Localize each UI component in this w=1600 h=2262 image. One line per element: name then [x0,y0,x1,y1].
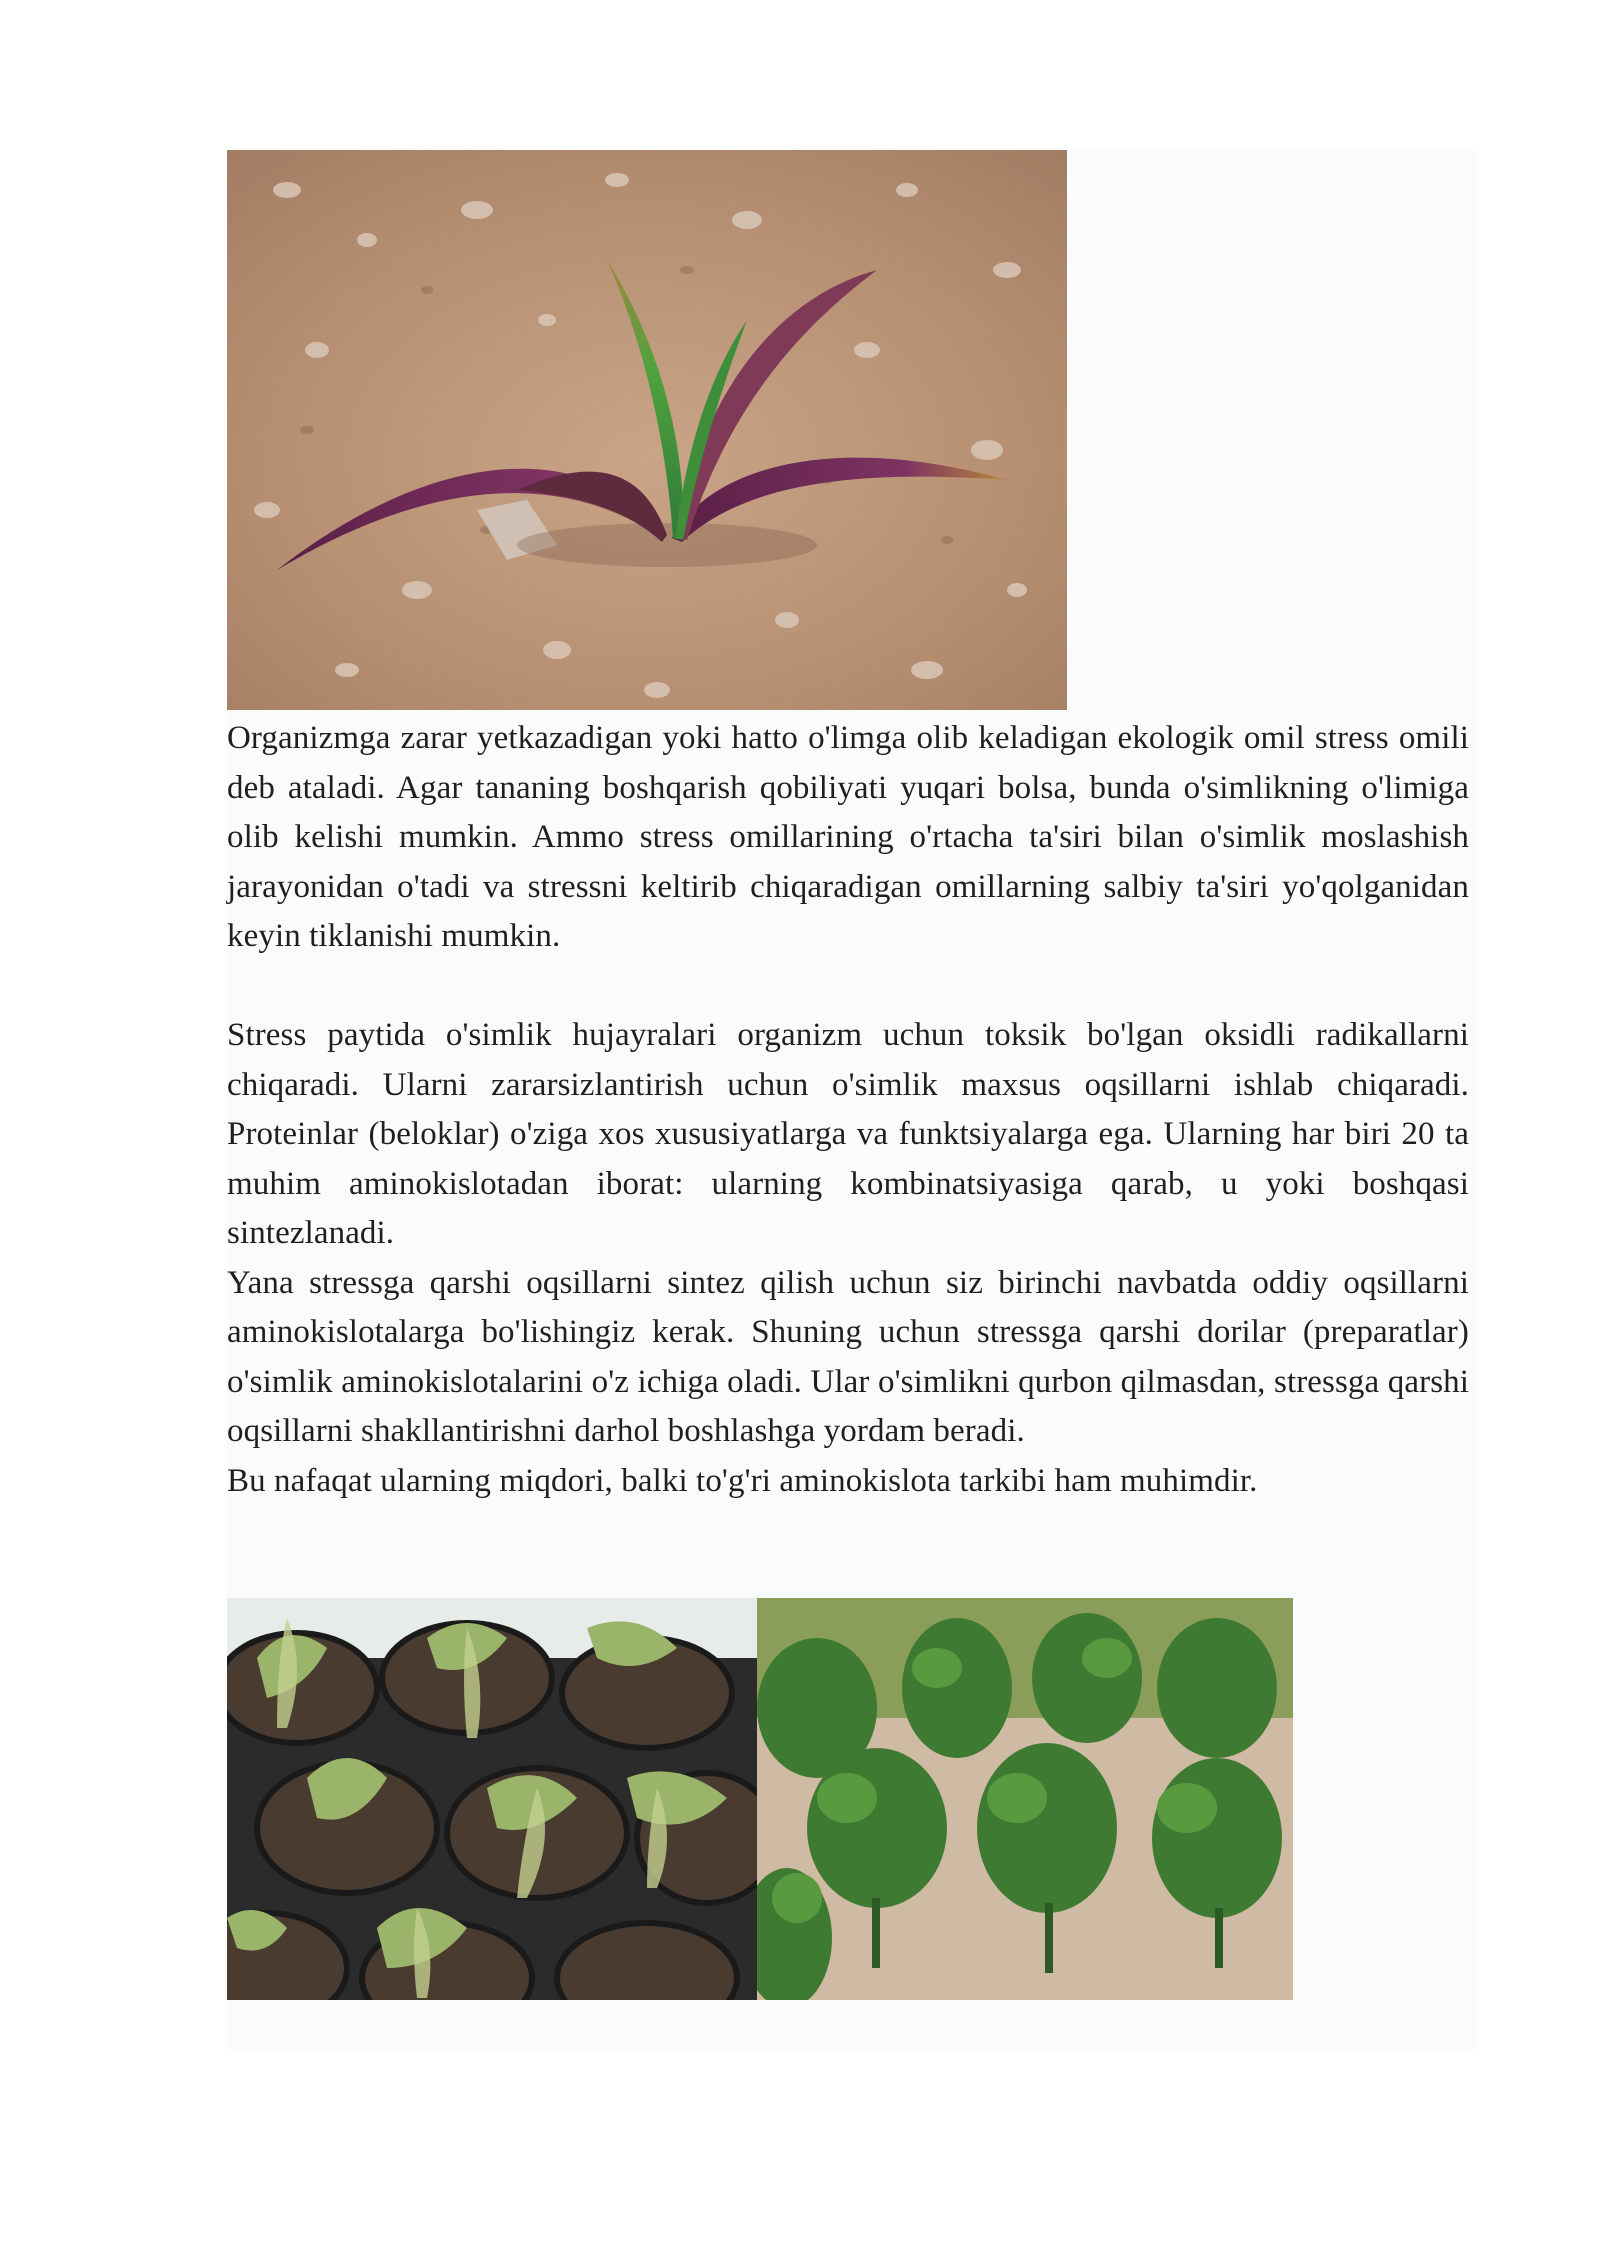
paragraph-3: Yana stressga qarshi oqsillarni sintez qilish uchun siz birinchi navbatda oddiy oqsillarni aminokislotalarga bo'lishingiz kerak. Shuning uchun stressga qarshi dorilar (preparatlar) o'simlik aminokislotalarini o'z ichiga oladi. Ular o'simlikni qurbon qilmasdan, stressga qarshi oqsillarni shakllantirishni darhol boshlashga yordam beradi. [227,1264,1469,1449]
body-text [227,714,1469,1506]
pepper-plants-photo [757,1598,1293,2000]
paragraph-4: Bu nafaqat ularning miqdori, balki to'g'ri aminokislota tarkibi ham muhimdir. [227,1462,1258,1499]
paragraph-1: Organizmga zarar yetkazadigan yoki hatto o'limga olib keladigan ekologik omil stress omili deb ataladi. Agar tananing boshqarish qobiliyati yuqari bolsa, bunda o'simlikning o'limiga olib kelishi mumkin. Ammo stress omillarining o'rtacha ta'siri bilan o'simlik moslashish jarayonidan o'tadi va stressni keltirib chiqaradigan omillarning salbiy ta'siri yo'qolganidan keyin tiklanishi mumkin. [227,720,1469,954]
paragraph-spacer [227,962,1469,1012]
paragraph-2: Stress paytida o'simlik hujayralari organizm uchun toksik bo'lgan oksidli radikallarni chiqaradi. Ularni zararsizlantirish uchun o'simlik maxsus oqsillarni ishlab chiqaradi. Proteinlar (beloklar) o'ziga xos xususiyatlarga va funktsiyalarga ega. Ularning har biri 20 ta muhim aminokislotadan iborat: ularning kombinatsiyasiga qarab, u yoki boshqasi sintezlanadi. [227,1017,1469,1251]
wilted-seedlings-photo [227,1598,757,2000]
corn-seedling-photo [227,150,1067,710]
